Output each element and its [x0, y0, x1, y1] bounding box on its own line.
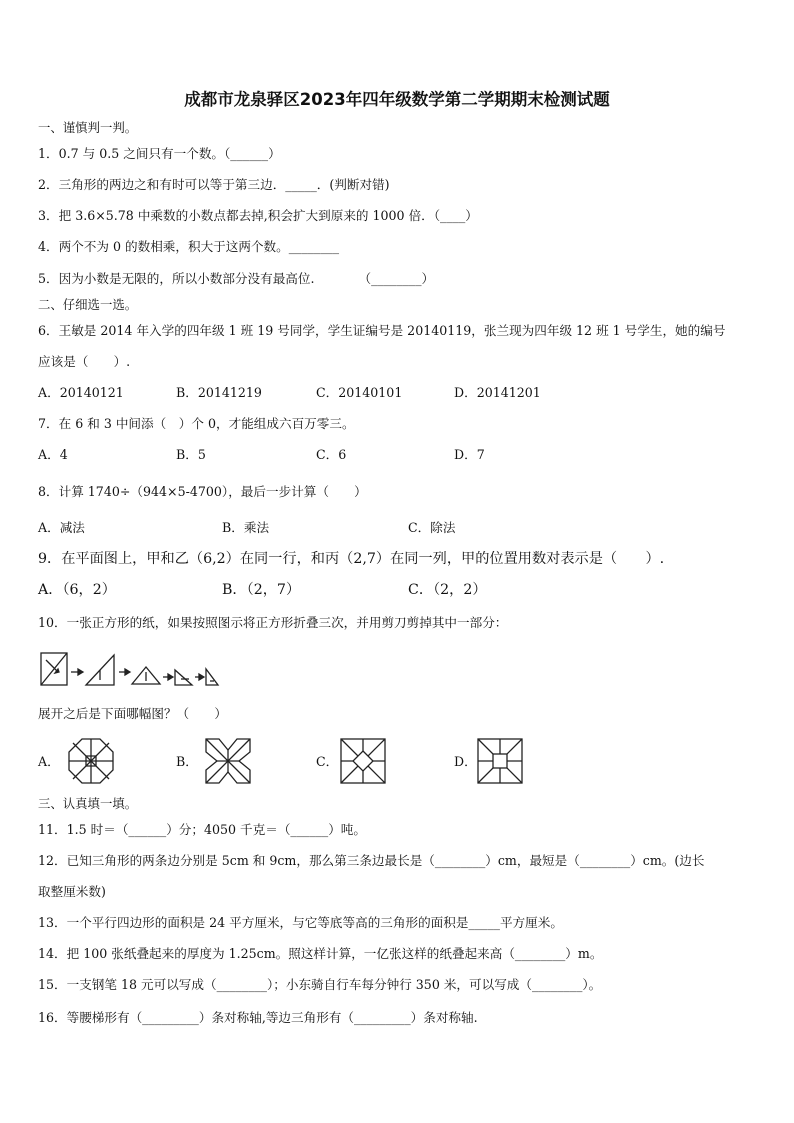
q10-option-b-label: B． [176, 754, 198, 769]
q10-option-c-figure [340, 738, 386, 784]
q9-option-a: A．（6，2） [38, 582, 116, 598]
page-title: 成都市龙泉驿区2023年四年级数学第二学期期末检测试题 [184, 90, 610, 109]
question-7: 7．在 6 和 3 中间添（ ）个 0，才能组成六百万零三。 [38, 416, 355, 431]
question-9: 9．在平面图上，甲和乙（6,2）在同一行，和丙（2,7）在同一列，甲的位置用数对表示是（ ）. [38, 551, 665, 567]
q7-option-b: B．5 [176, 447, 206, 462]
question-2: 2．三角形的两边之和有时可以等于第三边．_____．(判断对错) [38, 177, 390, 192]
question-12-line-1: 12．已知三角形的两条边分别是 5cm 和 9cm，那么第三条边最长是（________）cm，最短是（________）cm。(边长 [38, 853, 705, 868]
folding-steps-figure [40, 650, 220, 690]
question-14: 14．把 100 张纸叠起来的厚度为 1.25cm。照这样计算，一亿张这样的纸叠起来高（________）m。 [38, 946, 603, 961]
q10-option-d-label: D． [454, 754, 477, 769]
q7-option-d: D．7 [454, 447, 485, 462]
question-10: 10．一张正方形的纸，如果按照图示将正方形折叠三次，并用剪刀剪掉其中一部分： [38, 615, 508, 630]
q6-option-a: A．20140121 [38, 385, 124, 400]
q8-option-a: A．减法 [38, 520, 85, 535]
question-15: 15．一支钢笔 18 元可以写成（________）；小东骑自行车每分钟行 350 米，可以写成（________）。 [38, 977, 602, 992]
q9-option-c: C．（2，2） [408, 582, 487, 598]
question-13: 13．一个平行四边形的面积是 24 平方厘米，与它等底等高的三角形的面积是_____平方厘米。 [38, 915, 563, 930]
q10-option-c-label: C． [316, 754, 339, 769]
q8-option-b: B．乘法 [222, 520, 270, 535]
section-heading-choose: 二、仔细选一选。 [38, 297, 138, 312]
question-6-line-1: 6．王敏是 2014 年入学的四年级 1 班 19 号同学，学生证编号是 20140119，张兰现为四年级 12 班 1 号学生，她的编号 [38, 323, 726, 338]
q7-option-a: A．4 [38, 447, 68, 462]
q7-option-c: C．6 [316, 447, 347, 462]
q10-option-b-figure [205, 738, 251, 784]
q6-option-c: C．20140101 [316, 385, 403, 400]
q10-option-a-figure [68, 738, 114, 784]
section-heading-fill: 三、认真填一填。 [38, 796, 138, 811]
question-6-line-2: 应该是（ ）. [38, 354, 131, 369]
question-3: 3．把 3.6×5.78 中乘数的小数点都去掉,积会扩大到原来的 1000 倍．（____） [38, 208, 478, 223]
q6-option-d: D．20141201 [454, 385, 541, 400]
q8-option-c: C．除法 [408, 520, 456, 535]
question-5: 5．因为小数是无限的，所以小数部分没有最高位. （________） [38, 271, 435, 286]
q9-option-b: B．（2，7） [222, 582, 301, 598]
question-16: 16．等腰梯形有（_________）条对称轴,等边三角形有（_________）条对称轴. [38, 1010, 478, 1025]
question-8: 8．计算 1740÷（944×5-4700），最后一步计算（ ） [38, 484, 367, 499]
question-11: 11．1.5 时＝（______）分；4050 千克＝（______）吨。 [38, 822, 366, 837]
question-1: 1．0.7 与 0.5 之间只有一个数。（______） [38, 146, 281, 161]
q10-option-a-label: A． [38, 754, 60, 769]
question-10-prompt: 展开之后是下面哪幅图？（ ） [38, 706, 227, 721]
question-4: 4．两个不为 0 的数相乘，积大于这两个数。________ [38, 239, 340, 254]
q10-option-d-figure [477, 738, 523, 784]
section-heading-judge: 一、谨慎判一判。 [38, 120, 138, 135]
question-12-line-2: 取整厘米数) [38, 884, 106, 899]
q6-option-b: B．20141219 [176, 385, 262, 400]
